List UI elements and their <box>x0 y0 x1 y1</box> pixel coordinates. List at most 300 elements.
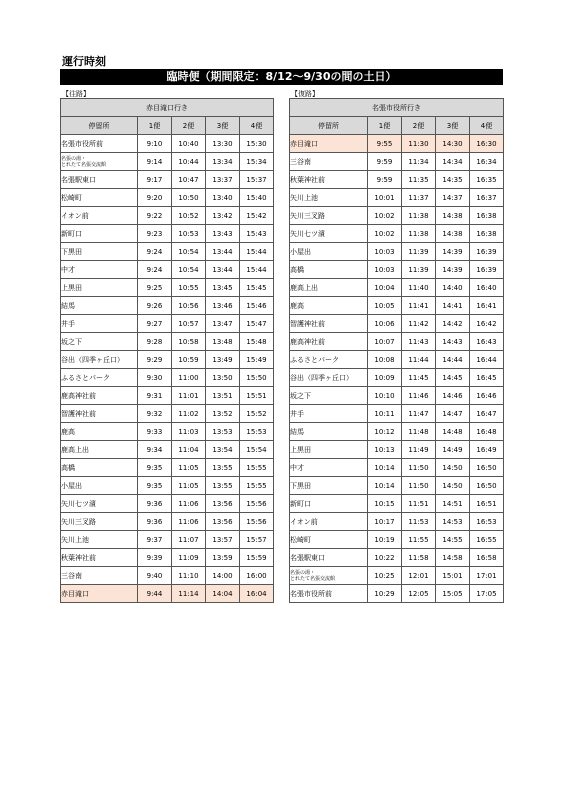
departure-time: 11:03 <box>172 423 206 441</box>
departure-time: 14:51 <box>436 495 470 513</box>
departure-time: 11:46 <box>402 387 436 405</box>
table-row <box>61 549 274 567</box>
stop-name: 谷出（四季ヶ丘口） <box>61 351 138 369</box>
stop-name: 坂之下 <box>290 387 368 405</box>
departure-time: 10:13 <box>368 441 402 459</box>
stop-name: イオン前 <box>61 207 138 225</box>
departure-time: 10:17 <box>368 513 402 531</box>
departure-time: 16:55 <box>470 531 504 549</box>
table-row <box>290 297 504 315</box>
departure-time: 13:44 <box>206 261 240 279</box>
departure-time: 9:40 <box>138 567 172 585</box>
departure-time: 13:56 <box>206 513 240 531</box>
stop-name: 鹿高神社前 <box>290 333 368 351</box>
departure-time: 11:41 <box>402 297 436 315</box>
departure-time: 10:29 <box>368 585 402 603</box>
table-row <box>290 405 504 423</box>
table-row <box>61 261 274 279</box>
departure-time: 10:47 <box>172 171 206 189</box>
departure-time: 9:31 <box>138 387 172 405</box>
departure-time: 13:40 <box>206 189 240 207</box>
departure-time: 16:30 <box>470 135 504 153</box>
table-row <box>61 315 274 333</box>
table-row <box>290 333 504 351</box>
stop-name: 中才 <box>290 459 368 477</box>
departure-time: 10:50 <box>172 189 206 207</box>
table-row <box>290 261 504 279</box>
stop-name: 智護神社前 <box>61 405 138 423</box>
departure-time: 14:48 <box>436 423 470 441</box>
departure-time: 9:22 <box>138 207 172 225</box>
departure-time: 11:07 <box>172 531 206 549</box>
stop-name: 高橋 <box>290 261 368 279</box>
departure-time: 15:50 <box>240 369 274 387</box>
departure-time: 15:44 <box>240 243 274 261</box>
table-row <box>61 531 274 549</box>
departure-time: 15:48 <box>240 333 274 351</box>
table-row <box>61 495 274 513</box>
departure-time: 10:02 <box>368 225 402 243</box>
departure-time: 16:34 <box>470 153 504 171</box>
departure-time: 13:53 <box>206 423 240 441</box>
table-row <box>290 135 504 153</box>
table-row <box>61 567 274 585</box>
departure-time: 9:24 <box>138 261 172 279</box>
departure-time: 10:56 <box>172 297 206 315</box>
departure-time: 13:50 <box>206 369 240 387</box>
outbound-header-4: 4便 <box>240 117 274 135</box>
stop-name: 名張の湯・ とれたて名張交流館 <box>290 567 368 585</box>
outbound-direction-label: 【往路】 <box>62 90 90 98</box>
departure-time: 11:50 <box>402 459 436 477</box>
departure-time: 14:39 <box>436 261 470 279</box>
stop-name: ふるさとパーク <box>61 369 138 387</box>
stop-name: 名張市役所前 <box>61 135 138 153</box>
stop-name: 矢川七ツ濱 <box>61 495 138 513</box>
departure-time: 14:58 <box>436 549 470 567</box>
departure-time: 11:38 <box>402 207 436 225</box>
departure-time: 14:04 <box>206 585 240 603</box>
departure-time: 11:10 <box>172 567 206 585</box>
departure-time: 13:42 <box>206 207 240 225</box>
departure-time: 10:59 <box>172 351 206 369</box>
departure-time: 11:49 <box>402 441 436 459</box>
departure-time: 14:44 <box>436 351 470 369</box>
departure-time: 15:30 <box>240 135 274 153</box>
departure-time: 10:06 <box>368 315 402 333</box>
departure-time: 9:37 <box>138 531 172 549</box>
stop-name: 坂之下 <box>61 333 138 351</box>
departure-time: 9:27 <box>138 315 172 333</box>
departure-time: 16:40 <box>470 279 504 297</box>
departure-time: 13:47 <box>206 315 240 333</box>
departure-time: 11:42 <box>402 315 436 333</box>
departure-time: 11:45 <box>402 369 436 387</box>
stop-name: 赤目滝口 <box>61 585 138 603</box>
departure-time: 9:33 <box>138 423 172 441</box>
departure-time: 15:40 <box>240 189 274 207</box>
departure-time: 11:47 <box>402 405 436 423</box>
departure-time: 13:57 <box>206 531 240 549</box>
stop-name: 新町口 <box>61 225 138 243</box>
departure-time: 10:58 <box>172 333 206 351</box>
table-row <box>290 585 504 603</box>
departure-time: 12:01 <box>402 567 436 585</box>
departure-time: 10:19 <box>368 531 402 549</box>
departure-time: 10:02 <box>368 207 402 225</box>
departure-time: 13:56 <box>206 495 240 513</box>
departure-time: 9:59 <box>368 171 402 189</box>
table-row <box>61 405 274 423</box>
stop-name: 井手 <box>61 315 138 333</box>
stop-name: 下黒田 <box>290 477 368 495</box>
departure-time: 15:51 <box>240 387 274 405</box>
table-row <box>290 549 504 567</box>
table-row <box>61 423 274 441</box>
departure-time: 10:54 <box>172 261 206 279</box>
departure-time: 10:03 <box>368 243 402 261</box>
table-row <box>290 567 504 585</box>
page-title: 運行時刻 <box>62 55 106 68</box>
departure-time: 15:42 <box>240 207 274 225</box>
table-row <box>61 171 274 189</box>
return-header-1: 1便 <box>368 117 402 135</box>
stop-name: 智護神社前 <box>290 315 368 333</box>
departure-time: 9:36 <box>138 513 172 531</box>
departure-time: 10:05 <box>368 297 402 315</box>
departure-time: 14:35 <box>436 171 470 189</box>
departure-time: 15:55 <box>240 477 274 495</box>
departure-time: 10:09 <box>368 369 402 387</box>
stop-name: 上黒田 <box>61 279 138 297</box>
table-row <box>290 423 504 441</box>
departure-time: 16:38 <box>470 225 504 243</box>
departure-time: 14:37 <box>436 189 470 207</box>
departure-time: 14:43 <box>436 333 470 351</box>
departure-time: 11:00 <box>172 369 206 387</box>
departure-time: 14:38 <box>436 207 470 225</box>
departure-time: 11:53 <box>402 513 436 531</box>
departure-time: 13:37 <box>206 171 240 189</box>
departure-time: 16:48 <box>470 423 504 441</box>
departure-time: 13:43 <box>206 225 240 243</box>
departure-time: 11:34 <box>402 153 436 171</box>
stop-name: 鹿高神社前 <box>61 387 138 405</box>
departure-time: 10:14 <box>368 459 402 477</box>
departure-time: 11:58 <box>402 549 436 567</box>
departure-time: 16:41 <box>470 297 504 315</box>
outbound-destination: 赤目滝口行き <box>61 99 274 117</box>
departure-time: 10:52 <box>172 207 206 225</box>
table-row <box>61 441 274 459</box>
departure-time: 13:34 <box>206 153 240 171</box>
table-row <box>61 243 274 261</box>
departure-time: 16:44 <box>470 351 504 369</box>
departure-time: 14:34 <box>436 153 470 171</box>
departure-time: 15:49 <box>240 351 274 369</box>
stop-name: 結馬 <box>61 297 138 315</box>
table-row <box>61 153 274 171</box>
stop-name: 鹿高 <box>61 423 138 441</box>
departure-time: 16:50 <box>470 477 504 495</box>
stop-name: 名張の湯・ とれたて名張交流館 <box>61 153 138 171</box>
departure-time: 14:39 <box>436 243 470 261</box>
departure-time: 10:01 <box>368 189 402 207</box>
departure-time: 13:30 <box>206 135 240 153</box>
stop-name: 赤目滝口 <box>290 135 368 153</box>
departure-time: 11:39 <box>402 261 436 279</box>
departure-time: 16:58 <box>470 549 504 567</box>
stop-name: 上黒田 <box>290 441 368 459</box>
departure-time: 11:09 <box>172 549 206 567</box>
departure-time: 9:39 <box>138 549 172 567</box>
departure-time: 9:23 <box>138 225 172 243</box>
table-row <box>290 477 504 495</box>
departure-time: 14:55 <box>436 531 470 549</box>
table-row <box>290 189 504 207</box>
departure-time: 11:48 <box>402 423 436 441</box>
departure-time: 15:43 <box>240 225 274 243</box>
departure-time: 14:53 <box>436 513 470 531</box>
departure-time: 14:45 <box>436 369 470 387</box>
table-row <box>290 459 504 477</box>
stop-name: 中才 <box>61 261 138 279</box>
schedule-banner: 臨時便（期間限定：8/12〜9/30の間の土日） <box>60 69 503 85</box>
departure-time: 15:57 <box>240 531 274 549</box>
departure-time: 9:25 <box>138 279 172 297</box>
departure-time: 16:37 <box>470 189 504 207</box>
stop-name: 鹿高 <box>290 297 368 315</box>
table-row <box>290 279 504 297</box>
table-row <box>61 351 274 369</box>
departure-time: 17:05 <box>470 585 504 603</box>
departure-time: 9:20 <box>138 189 172 207</box>
departure-time: 11:05 <box>172 477 206 495</box>
departure-time: 14:38 <box>436 225 470 243</box>
departure-time: 14:50 <box>436 477 470 495</box>
departure-time: 14:46 <box>436 387 470 405</box>
departure-time: 16:43 <box>470 333 504 351</box>
departure-time: 14:42 <box>436 315 470 333</box>
departure-time: 16:00 <box>240 567 274 585</box>
departure-time: 15:59 <box>240 549 274 567</box>
departure-time: 15:55 <box>240 459 274 477</box>
departure-time: 10:11 <box>368 405 402 423</box>
stop-name: 矢川七ツ濱 <box>290 225 368 243</box>
departure-time: 9:10 <box>138 135 172 153</box>
departure-time: 13:52 <box>206 405 240 423</box>
departure-time: 9:29 <box>138 351 172 369</box>
departure-time: 11:06 <box>172 495 206 513</box>
departure-time: 9:30 <box>138 369 172 387</box>
departure-time: 13:59 <box>206 549 240 567</box>
return-destination: 名張市役所行き <box>290 99 504 117</box>
departure-time: 12:05 <box>402 585 436 603</box>
departure-time: 11:38 <box>402 225 436 243</box>
table-row <box>61 135 274 153</box>
departure-time: 10:57 <box>172 315 206 333</box>
departure-time: 9:55 <box>368 135 402 153</box>
departure-time: 9:59 <box>368 153 402 171</box>
departure-time: 11:02 <box>172 405 206 423</box>
departure-time: 10:54 <box>172 243 206 261</box>
departure-time: 11:04 <box>172 441 206 459</box>
table-row <box>290 369 504 387</box>
table-row <box>290 171 504 189</box>
stop-name: 三谷南 <box>61 567 138 585</box>
departure-time: 14:49 <box>436 441 470 459</box>
stop-name: 松崎町 <box>61 189 138 207</box>
departure-time: 15:37 <box>240 171 274 189</box>
departure-time: 9:17 <box>138 171 172 189</box>
table-row <box>290 387 504 405</box>
table-row <box>290 441 504 459</box>
table-row <box>61 207 274 225</box>
table-row <box>61 333 274 351</box>
stop-name: 秋葉神社前 <box>290 171 368 189</box>
departure-time: 10:40 <box>172 135 206 153</box>
departure-time: 11:37 <box>402 189 436 207</box>
departure-time: 9:14 <box>138 153 172 171</box>
departure-time: 15:46 <box>240 297 274 315</box>
departure-time: 14:50 <box>436 459 470 477</box>
outbound-timetable <box>60 98 274 603</box>
departure-time: 14:30 <box>436 135 470 153</box>
stop-name: 小屋出 <box>290 243 368 261</box>
departure-time: 9:36 <box>138 495 172 513</box>
departure-time: 13:54 <box>206 441 240 459</box>
stop-name: 矢川三叉路 <box>290 207 368 225</box>
stop-name: 高橋 <box>61 459 138 477</box>
departure-time: 9:24 <box>138 243 172 261</box>
departure-time: 10:10 <box>368 387 402 405</box>
stop-name: 名張駅東口 <box>61 171 138 189</box>
departure-time: 11:43 <box>402 333 436 351</box>
outbound-header-1: 1便 <box>138 117 172 135</box>
stop-name: 鹿高上出 <box>290 279 368 297</box>
table-row <box>290 153 504 171</box>
stop-name: 小屋出 <box>61 477 138 495</box>
departure-time: 16:53 <box>470 513 504 531</box>
departure-time: 15:47 <box>240 315 274 333</box>
table-row <box>290 495 504 513</box>
stop-name: ふるさとパーク <box>290 351 368 369</box>
departure-time: 14:00 <box>206 567 240 585</box>
return-header-3: 3便 <box>436 117 470 135</box>
departure-time: 9:32 <box>138 405 172 423</box>
departure-time: 13:55 <box>206 477 240 495</box>
stop-name: 矢川上池 <box>61 531 138 549</box>
departure-time: 11:50 <box>402 477 436 495</box>
departure-time: 16:49 <box>470 441 504 459</box>
table-row <box>61 369 274 387</box>
departure-time: 9:35 <box>138 459 172 477</box>
departure-time: 15:01 <box>436 567 470 585</box>
departure-time: 11:05 <box>172 459 206 477</box>
departure-time: 15:45 <box>240 279 274 297</box>
stop-name: 谷出（四季ヶ丘口） <box>290 369 368 387</box>
departure-time: 13:49 <box>206 351 240 369</box>
table-row <box>61 477 274 495</box>
departure-time: 10:22 <box>368 549 402 567</box>
departure-time: 11:40 <box>402 279 436 297</box>
stop-name: イオン前 <box>290 513 368 531</box>
departure-time: 11:14 <box>172 585 206 603</box>
departure-time: 10:53 <box>172 225 206 243</box>
departure-time: 11:51 <box>402 495 436 513</box>
return-header-0: 停留所 <box>290 117 368 135</box>
departure-time: 11:06 <box>172 513 206 531</box>
departure-time: 13:45 <box>206 279 240 297</box>
departure-time: 9:28 <box>138 333 172 351</box>
departure-time: 15:34 <box>240 153 274 171</box>
departure-time: 14:40 <box>436 279 470 297</box>
table-row <box>290 225 504 243</box>
departure-time: 10:55 <box>172 279 206 297</box>
departure-time: 15:05 <box>436 585 470 603</box>
outbound-header-2: 2便 <box>172 117 206 135</box>
stop-name: 秋葉神社前 <box>61 549 138 567</box>
departure-time: 16:04 <box>240 585 274 603</box>
return-header-4: 4便 <box>470 117 504 135</box>
departure-time: 14:41 <box>436 297 470 315</box>
departure-time: 16:46 <box>470 387 504 405</box>
departure-time: 11:55 <box>402 531 436 549</box>
departure-time: 9:44 <box>138 585 172 603</box>
departure-time: 16:35 <box>470 171 504 189</box>
stop-name: 三谷南 <box>290 153 368 171</box>
return-timetable <box>289 98 504 603</box>
departure-time: 15:44 <box>240 261 274 279</box>
departure-time: 16:39 <box>470 261 504 279</box>
departure-time: 16:47 <box>470 405 504 423</box>
departure-time: 11:01 <box>172 387 206 405</box>
return-direction-label: 【復路】 <box>291 90 319 98</box>
departure-time: 11:39 <box>402 243 436 261</box>
departure-time: 16:51 <box>470 495 504 513</box>
stop-name: 矢川三叉路 <box>61 513 138 531</box>
stop-name: 新町口 <box>290 495 368 513</box>
departure-time: 13:51 <box>206 387 240 405</box>
departure-time: 13:55 <box>206 459 240 477</box>
departure-time: 10:07 <box>368 333 402 351</box>
stop-name: 井手 <box>290 405 368 423</box>
departure-time: 9:26 <box>138 297 172 315</box>
departure-time: 10:03 <box>368 261 402 279</box>
departure-time: 16:42 <box>470 315 504 333</box>
departure-time: 15:54 <box>240 441 274 459</box>
stop-name: 下黒田 <box>61 243 138 261</box>
departure-time: 15:56 <box>240 513 274 531</box>
table-row <box>290 207 504 225</box>
table-row <box>290 243 504 261</box>
departure-time: 10:25 <box>368 567 402 585</box>
table-row <box>290 513 504 531</box>
departure-time: 10:08 <box>368 351 402 369</box>
departure-time: 15:52 <box>240 405 274 423</box>
stop-name: 結馬 <box>290 423 368 441</box>
outbound-header-0: 停留所 <box>61 117 138 135</box>
departure-time: 13:46 <box>206 297 240 315</box>
departure-time: 16:38 <box>470 207 504 225</box>
departure-time: 10:04 <box>368 279 402 297</box>
stop-name: 矢川上池 <box>290 189 368 207</box>
departure-time: 16:39 <box>470 243 504 261</box>
departure-time: 10:12 <box>368 423 402 441</box>
table-row <box>290 351 504 369</box>
table-row <box>290 315 504 333</box>
departure-time: 15:53 <box>240 423 274 441</box>
